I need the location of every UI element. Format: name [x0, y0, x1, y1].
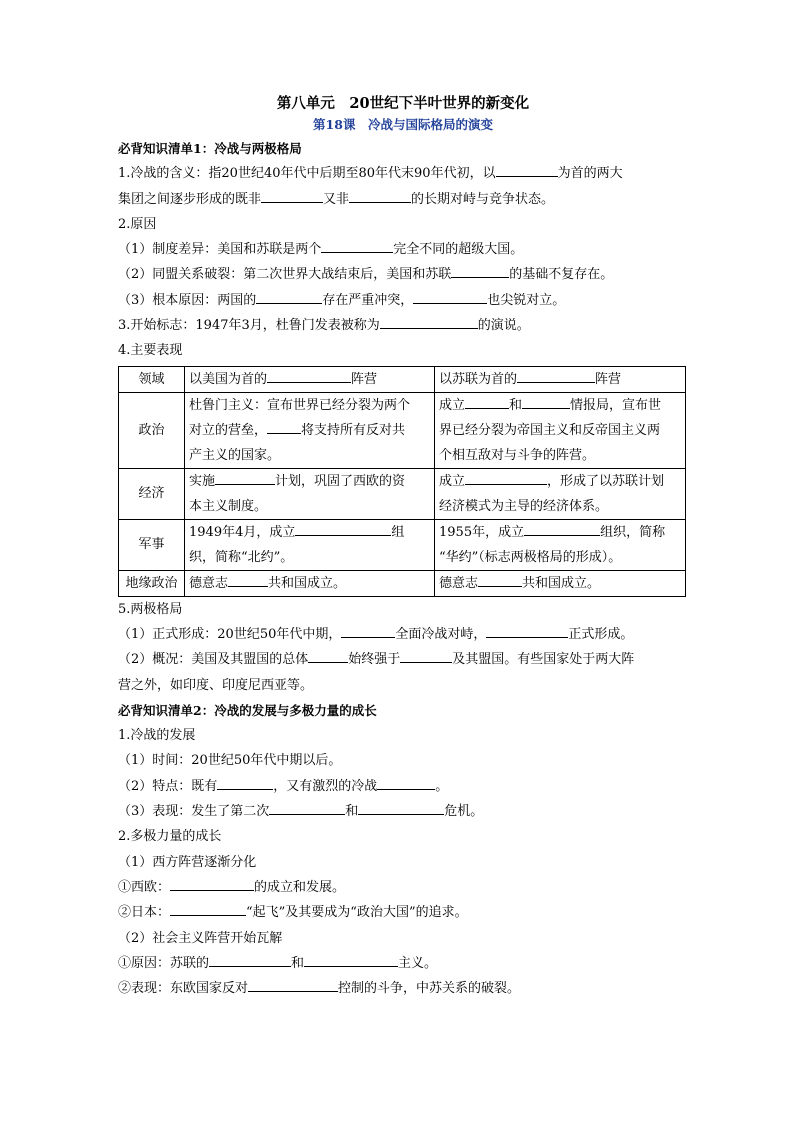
table-cell: 1949年4月，成立 组 织，简称“北约”。: [185, 519, 435, 570]
text-line: （2）社会主义阵营开始瓦解: [118, 930, 283, 946]
blank[interactable]: [267, 420, 301, 434]
blank[interactable]: [496, 163, 558, 177]
table-cell-field: 地缘政治: [119, 570, 185, 596]
blank[interactable]: [295, 522, 391, 536]
text-line: 2.原因: [118, 216, 157, 232]
text-line: （3）根本原因：两国的 存在严重冲突， 也尖锐对立。: [118, 288, 688, 313]
blank[interactable]: [267, 369, 351, 383]
blank[interactable]: [261, 189, 323, 203]
blank[interactable]: [413, 290, 487, 304]
blank[interactable]: [522, 395, 570, 409]
table-header-cell: 领域: [119, 366, 185, 392]
lesson-title: 第18课 冷战与国际格局的演变: [313, 117, 493, 132]
section-heading-2: 必背知识清单2：冷战的发展与多极力量的成长: [118, 702, 377, 718]
table-cell-field: 军事: [119, 519, 185, 570]
text-line: （1）西方阵营逐渐分化: [118, 854, 257, 870]
text-line: 1.冷战的发展: [118, 728, 196, 744]
text-line: 3.开始标志：1947年3月，杜鲁门发表被称为 的演说。: [118, 313, 688, 338]
unit-title: 第八单元 20世纪下半叶世界的新变化: [276, 95, 530, 112]
text-line: （2）特点：既有 ，又有激烈的冷战 。: [118, 774, 688, 799]
table-row: [119, 570, 686, 596]
text-line: （2）概况：美国及其盟国的总体 始终强于 及其盟国。有些国家处于两大阵: [118, 647, 688, 672]
text-line: （2）同盟关系破裂：第二次世界大战结束后，美国和苏联 的基础不复存在。: [118, 262, 688, 287]
table-cell: 德意志 共和国成立。: [185, 570, 435, 596]
blank[interactable]: [341, 624, 395, 638]
text-line: ①原因：苏联的 和 主义。: [118, 951, 688, 976]
blank[interactable]: [170, 902, 246, 916]
table-row: [119, 468, 686, 519]
blank[interactable]: [465, 395, 509, 409]
blank[interactable]: [304, 953, 398, 967]
blank[interactable]: [524, 522, 600, 536]
text-line: （1）时间：20世纪50年代中期以后。: [118, 753, 342, 769]
blank[interactable]: [377, 776, 435, 790]
text-line: 2.多极力量的成长: [118, 829, 222, 845]
table-cell: 1955年，成立 组织，简称 “华约”（标志两极格局的形成）。: [435, 519, 686, 570]
blank[interactable]: [248, 978, 338, 992]
text-line: ①西欧： 的成立和发展。: [118, 875, 688, 900]
blank[interactable]: [358, 801, 444, 815]
blank[interactable]: [215, 471, 275, 485]
table-cell: 杜鲁门主义：宣布世界已经分裂为两个 对立的营垒， 将支持所有反对共 产主义的国家。: [185, 392, 435, 468]
blank[interactable]: [217, 776, 273, 790]
blank[interactable]: [465, 471, 547, 485]
table-cell-field: 政治: [119, 392, 185, 468]
text-line: ②日本： “起飞”及其要成为“政治大国”的追求。: [118, 900, 688, 925]
text-line: 5.两极格局: [118, 601, 183, 617]
table-row: [119, 366, 686, 392]
text-line: （3）表现：发生了第二次 和 危机。: [118, 799, 688, 824]
blank[interactable]: [256, 290, 322, 304]
table-cell: 成立 和 情报局，宣布世 界已经分裂为帝国主义和反帝国主义两 个相互敌对与斗争的阵营。: [435, 392, 686, 468]
table-row: [119, 519, 686, 570]
table-cell-field: 经济: [119, 468, 185, 519]
blank[interactable]: [486, 624, 568, 638]
comparison-table: [118, 366, 686, 597]
table-cell: 德意志 共和国成立。: [435, 570, 686, 596]
blank[interactable]: [269, 801, 345, 815]
blank[interactable]: [400, 649, 452, 663]
blank[interactable]: [228, 573, 268, 587]
table-row: [119, 392, 686, 468]
section-heading-1: 必背知识清单1：冷战与两极格局: [118, 141, 302, 156]
text-line: （1）制度差异：美国和苏联是两个 完全不同的超级大国。: [118, 237, 688, 262]
text-line: （1）正式形成：20世纪50年代中期， 全面冷战对峙， 正式形成。: [118, 622, 688, 647]
blank[interactable]: [451, 264, 509, 278]
table-header-cell: 以美国为首的 阵营: [185, 366, 435, 392]
table-header-cell: 以苏联为首的 阵营: [435, 366, 686, 392]
blank[interactable]: [349, 189, 411, 203]
text-line: 1.冷战的含义：指20世纪40年代中后期至80年代末90年代初，以 为首的两大: [118, 161, 688, 186]
blank[interactable]: [209, 953, 291, 967]
table-cell: 实施 计划，巩固了西欧的资 本主义制度。: [185, 468, 435, 519]
text-line: ②表现：东欧国家反对 控制的斗争，中苏关系的破裂。: [118, 976, 688, 1001]
blank[interactable]: [380, 315, 478, 329]
worksheet-page: [118, 94, 688, 1001]
blank[interactable]: [308, 649, 348, 663]
blank[interactable]: [170, 877, 254, 891]
text-line: 4.主要表现: [118, 343, 183, 359]
blank[interactable]: [517, 369, 595, 383]
text-line: 集团之间逐步形成的既非 又非 的长期对峙与竞争状态。: [118, 187, 688, 212]
text-line: 营之外，如印度、印度尼西亚等。: [118, 677, 314, 693]
table-cell: 成立 ，形成了以苏联计划 经济模式为主导的经济体系。: [435, 468, 686, 519]
blank[interactable]: [321, 239, 393, 253]
blank[interactable]: [478, 573, 522, 587]
